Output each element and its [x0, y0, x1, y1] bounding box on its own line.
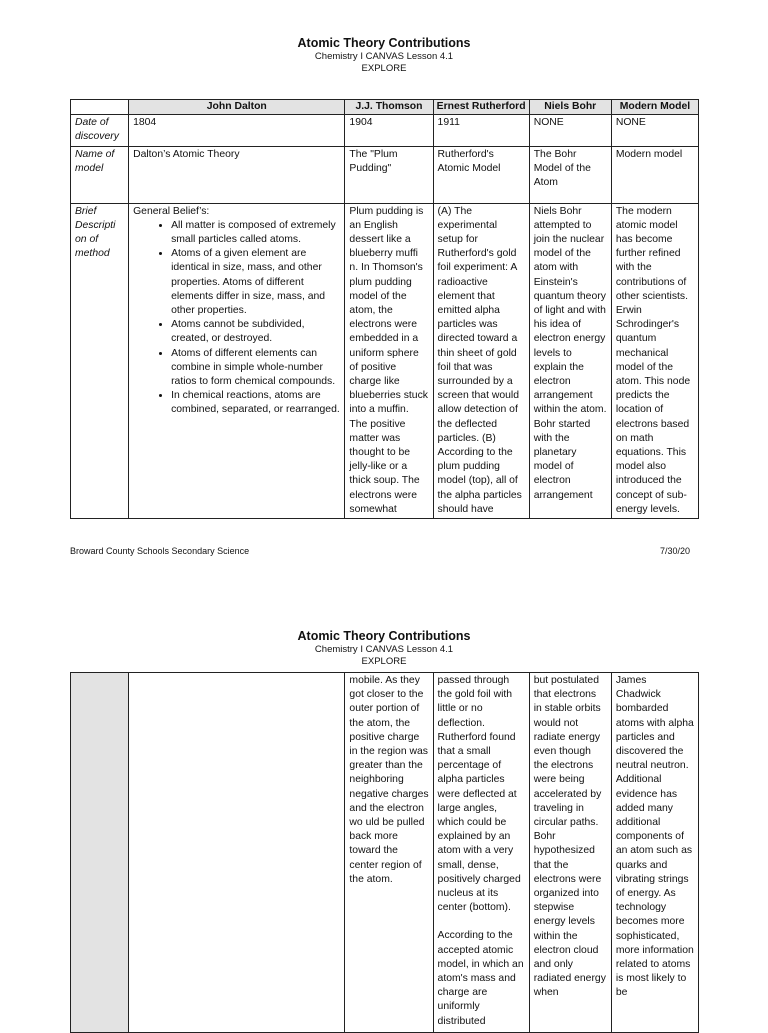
cell-thomson-date: 1904	[345, 115, 433, 146]
row-description-continued	[71, 673, 699, 1033]
cell-rutherford-continued	[433, 673, 529, 1033]
row-label-empty	[71, 673, 129, 1033]
footer-date: 7/30/20	[659, 546, 690, 556]
doc-section: EXPLORE	[361, 656, 407, 667]
list-item: • Atoms cannot be subdivided, created, or destroyed.	[171, 318, 340, 346]
rutherford-para-a: passed through the gold foil with little or no deflection. Rutherford found that a small percentage of alpha particles were deflected at large angles, which could be explained by an atom with a very small, dense, positively charged nucleus at its center (bottom).	[437, 675, 521, 914]
footer-left: Broward County Schools Secondary Science	[70, 546, 250, 556]
cell-rutherford-name: Rutherford's Atomic Model	[433, 146, 529, 203]
dalton-beliefs-list	[133, 219, 340, 418]
corner-cell	[71, 100, 129, 115]
cell-rutherford-description: (A) The experimental setup for Rutherford's gold foil experiment: A radioactive element that emitted alpha particles was directed toward a thin sheet of gold foil that was surrounded by a screen that would allow detection of the deflected particles. (B) According to the plum pudding model (top), all of the alpha particles should have	[433, 203, 529, 518]
col-header-bohr: Niels Bohr	[529, 100, 611, 115]
contributions-table-continued	[70, 672, 699, 1033]
list-item: • All matter is composed of extremely small particles called atoms.	[171, 219, 340, 247]
col-header-modern: Modern Model	[611, 100, 698, 115]
rutherford-para-b: According to the accepted atomic model, in which an atom's mass and charge are uniformly distributed	[437, 930, 524, 1027]
cell-dalton-date: 1804	[129, 115, 345, 146]
page-header	[0, 629, 768, 668]
list-item: • In chemical reactions, atoms are combined, separated, or rearranged.	[171, 389, 340, 417]
cell-bohr-name: The Bohr Model of the Atom	[529, 146, 611, 203]
row-label-name: Name of model	[71, 146, 129, 203]
row-label-date: Date of discovery	[71, 115, 129, 146]
col-header-rutherford: Ernest Rutherford	[433, 100, 529, 115]
cell-modern-date: NONE	[611, 115, 698, 146]
cell-dalton-description	[129, 203, 345, 518]
row-label-description: Brief Descripti on of method	[71, 203, 129, 518]
cell-bohr-continued: but postulated that electrons in stable orbits would not radiate energy even though the electrons were being accelerated by traveling in circular paths. Bohr hypothesized that the electrons were organized into stepwise energy levels within the electron cloud and only radiated energy when	[529, 673, 611, 1033]
col-header-dalton: John Dalton	[129, 100, 345, 115]
col-header-thomson: J.J. Thomson	[345, 100, 433, 115]
cell-thomson-continued: mobile. As they got closer to the outer portion of the atom, the positive charge in the region was greater than the neighboring negative charges and the electron wo uld be pulled back more toward the center region of the atom.	[345, 673, 433, 1033]
doc-subtitle: Chemistry I CANVAS Lesson 4.1	[314, 51, 454, 62]
doc-section: EXPLORE	[361, 63, 407, 74]
row-date	[71, 115, 699, 146]
cell-modern-description: The modern atomic model has become further refined with the contributions of other scientists. Erwin Schrodinger's quantum mechanical model of the atom. This node predicts the location of electrons based on math equations. This model also introduced the concept of sub-energy levels.	[611, 203, 698, 518]
cell-dalton-name: Dalton’s Atomic Theory	[129, 146, 345, 203]
page-header	[0, 36, 768, 75]
cell-modern-continued: James Chadwick bombarded atoms with alpha particles and discovered the neutral neutron. Additional evidence has added many additional components of an atom such as quarks and vibrating strings of energy. As technology becomes more sophisticated, more information related to atoms is most likely to be	[611, 673, 698, 1033]
cell-bohr-date: NONE	[529, 115, 611, 146]
doc-subtitle: Chemistry I CANVAS Lesson 4.1	[314, 644, 454, 655]
cell-bohr-description: Niels Bohr attempted to join the nuclear model of the atom with Einstein's quantum theory of light and with his idea of electron energy levels to explain the electron arrangement within the atom. Bohr started with the planetary model of electron arrangement	[529, 203, 611, 518]
doc-title: Atomic Theory Contributions	[297, 629, 471, 643]
header-row	[71, 100, 699, 115]
cell-thomson-name: The "Plum Pudding"	[345, 146, 433, 203]
row-name	[71, 146, 699, 203]
dalton-beliefs-intro: General Belief’s:	[133, 205, 210, 217]
cell-thomson-description: Plum pudding is an English dessert like a blueberry muffi n. In Thomson's plum pudding model of the atom, the electrons were embedded in a uniform sphere of positive charge like blueberries stuck into a muffin. The positive matter was thought to be jelly-like or a thick soup. The electrons were somewhat	[345, 203, 433, 518]
cell-rutherford-date: 1911	[433, 115, 529, 146]
list-item: • Atoms of a given element are identical in size, mass, and other properties. Atoms of different elements differ in size, mass, and other properties.	[171, 247, 340, 318]
doc-title: Atomic Theory Contributions	[297, 36, 471, 50]
row-description	[71, 203, 699, 518]
list-item: • Atoms of different elements can combine in simple whole-number ratios to form chemical compounds.	[171, 347, 340, 390]
cell-modern-name: Modern model	[611, 146, 698, 203]
contributions-table	[70, 99, 699, 519]
cell-dalton-continued	[129, 673, 345, 1033]
